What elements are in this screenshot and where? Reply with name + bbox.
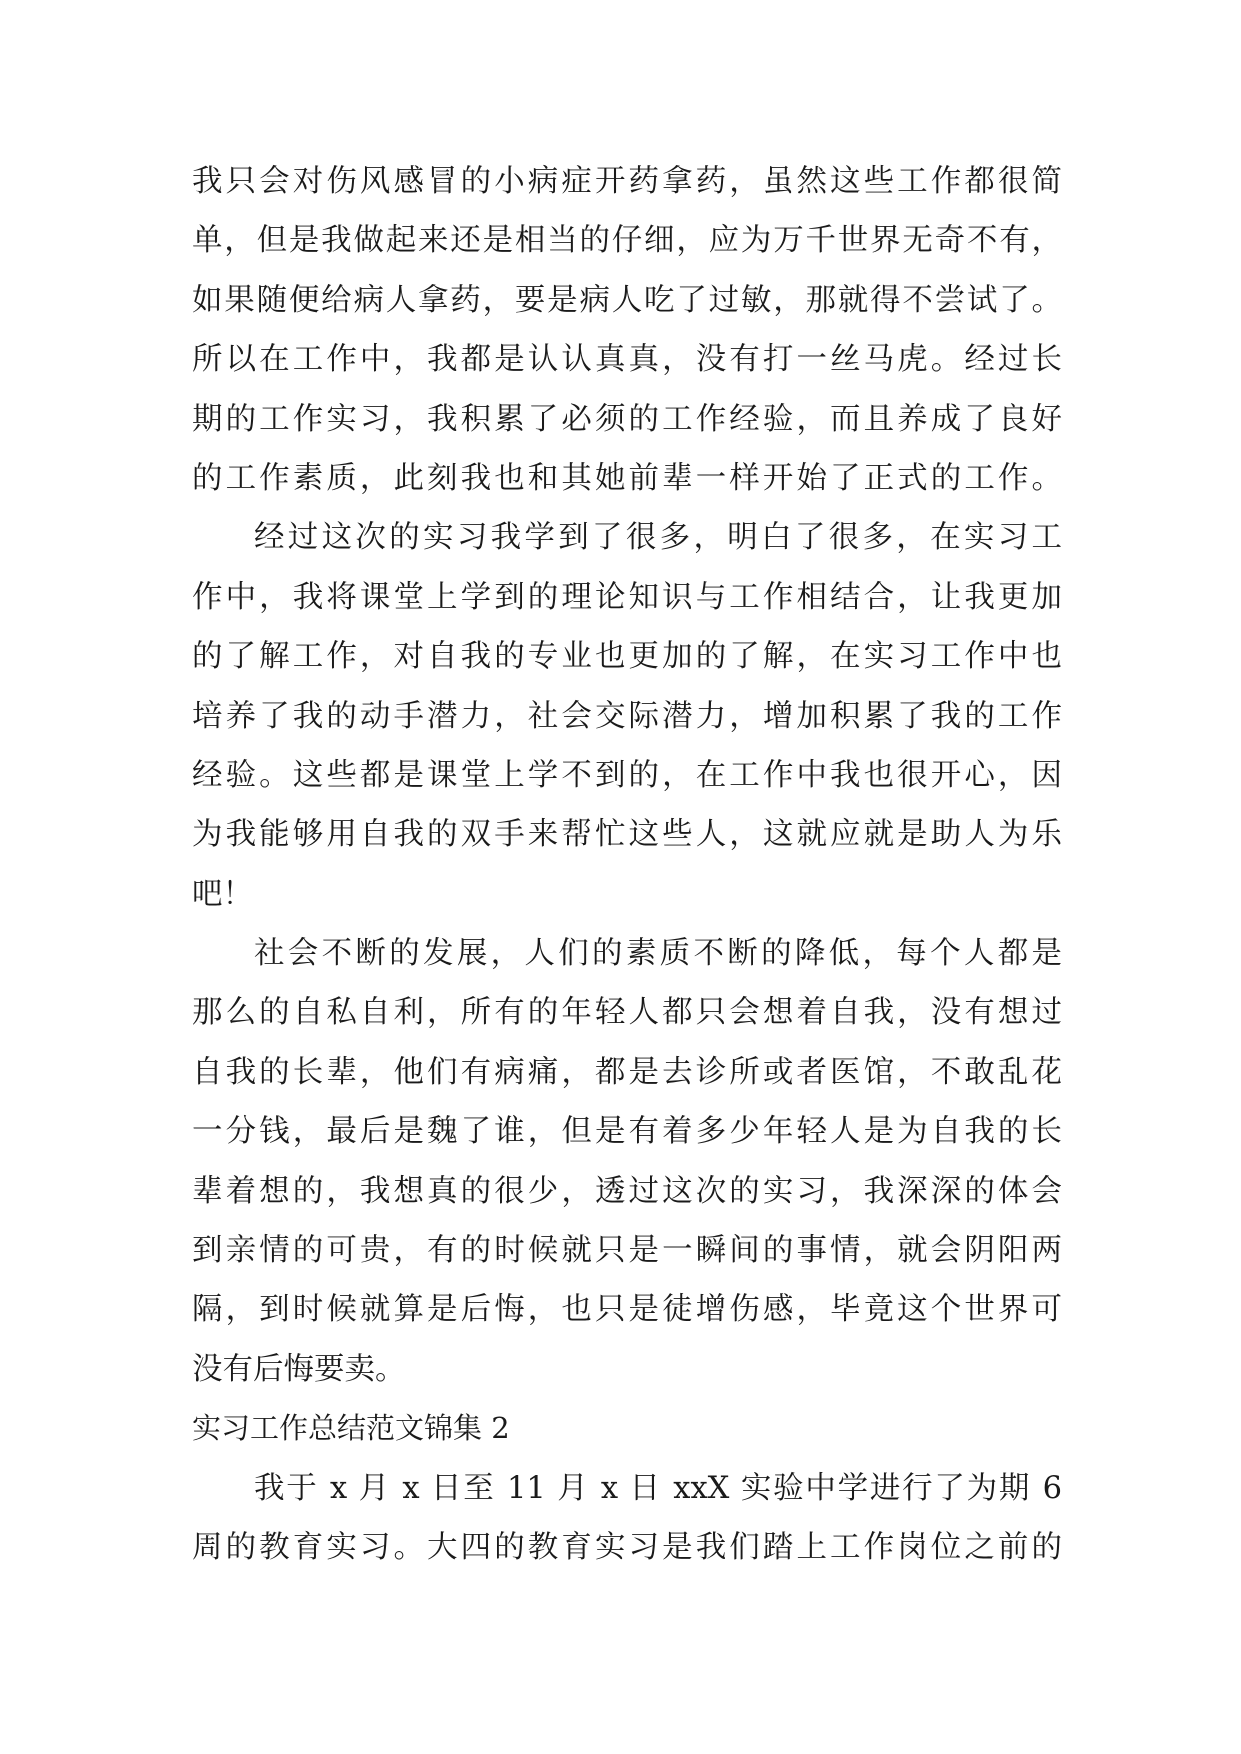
text-line: 的了解工作，对自我的专业也更加的了解，在实习工作中也: [192, 639, 1062, 675]
text-line: 经验。这些都是课堂上学不到的，在工作中我也很开心，因: [192, 757, 1062, 793]
text-line: 为我能够用自我的双手来帮忙这些人，这就应就是助人为乐: [192, 817, 1062, 853]
text-line: 到亲情的可贵，有的时候就只是一瞬间的事情，就会阴阳两: [192, 1233, 1062, 1269]
text-line: 期的工作实习，我积累了必须的工作经验，而且养成了良好: [192, 401, 1062, 437]
text-line: 我只会对伤风感冒的小病症开药拿药，虽然这些工作都很简: [192, 164, 1062, 199]
text-line: 培养了我的动手潜力，社会交际潜力，增加积累了我的工作: [192, 698, 1062, 734]
section-heading: 实习工作总结范文锦集 2: [192, 1411, 510, 1446]
text-line: 周的教育实习。大四的教育实习是我们踏上工作岗位之前的: [192, 1529, 1062, 1565]
document-body: [192, 152, 1062, 1577]
text-line: 一分钱，最后是魏了谁，但是有着多少年轻人是为自我的长: [192, 1114, 1062, 1150]
text-line: 辈着想的，我想真的很少，透过这次的实习，我深深的体会: [192, 1173, 1062, 1209]
text-line: 的工作素质，此刻我也和其她前辈一样开始了正式的工作。: [192, 460, 1062, 496]
text-line: 没有后悔要卖。: [192, 1351, 406, 1387]
text-line: 隔，到时候就算是后悔，也只是徒增伤感，毕竟这个世界可: [192, 1292, 1062, 1328]
text-line: 自我的长辈，他们有病痛，都是去诊所或者医馆，不敢乱花: [192, 1054, 1062, 1090]
text-line: 所以在工作中，我都是认认真真，没有打一丝马虎。经过长: [192, 342, 1062, 378]
text-line: 作中，我将课堂上学到的理论知识与工作相结合，让我更加: [192, 579, 1062, 615]
paragraph-first-line: 社会不断的发展，人们的素质不断的降低，每个人都是: [254, 936, 1062, 972]
text-line: 单，但是我做起来还是相当的仔细，应为万千世界无奇不有，: [192, 223, 1062, 259]
paragraph-first-line: 我于 x 月 x 日至 11 月 x 日 xxX 实验中学进行了为期 6: [254, 1470, 1062, 1506]
text-line: 吧！: [192, 876, 253, 912]
text-line: 那么的自私自利，所有的年轻人都只会想着自我，没有想过: [192, 995, 1062, 1031]
paragraph-first-line: 经过这次的实习我学到了很多，明白了很多，在实习工: [254, 520, 1062, 556]
text-line: 如果随便给病人拿药，要是病人吃了过敏，那就得不尝试了。: [192, 282, 1062, 318]
